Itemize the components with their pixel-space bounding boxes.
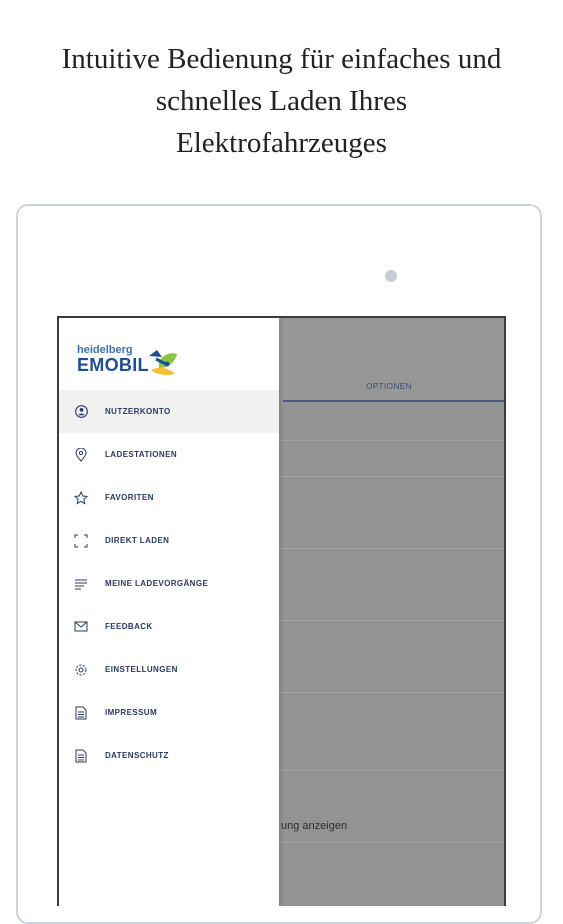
mail-icon <box>73 619 89 635</box>
headline-line-1: Intuitive Bedienung für einfaches und <box>61 43 502 75</box>
menu-label: IMPRESSUM <box>105 708 158 717</box>
menu-label: FAVORITEN <box>105 493 154 502</box>
tablet-camera <box>385 270 397 282</box>
headline-line-3: Elektrofahrzeuges <box>176 127 387 159</box>
menu-label: DATENSCHUTZ <box>105 751 169 760</box>
document-icon <box>73 705 89 721</box>
star-icon <box>73 490 89 506</box>
logo-text-big: EMOBIL <box>77 355 149 375</box>
menu-item-ladestationen[interactable] <box>59 433 279 476</box>
logo-plug-icon <box>145 344 181 378</box>
app-logo <box>77 344 149 374</box>
menu-item-feedback[interactable] <box>59 605 279 648</box>
headline-line-2: schnelles Laden Ihres <box>155 85 408 117</box>
navigation-drawer <box>59 318 279 906</box>
logo-text-small: heidelberg <box>77 344 133 356</box>
gear-icon <box>73 662 89 678</box>
menu-item-nutzerkonto[interactable] <box>59 390 279 433</box>
menu-item-direkt-laden[interactable] <box>59 519 279 562</box>
scan-frame-icon <box>73 533 89 549</box>
menu-item-favoriten[interactable] <box>59 476 279 519</box>
menu-label: DIREKT LADEN <box>105 536 170 545</box>
tablet-screen <box>57 316 506 906</box>
menu-item-meine-ladevorgaenge[interactable] <box>59 562 279 605</box>
menu-item-datenschutz[interactable] <box>59 734 279 777</box>
tab-optionen[interactable]: OPTIONEN <box>366 382 412 391</box>
headline <box>0 38 563 164</box>
menu-item-einstellungen[interactable] <box>59 648 279 691</box>
location-pin-icon <box>73 447 89 463</box>
list-icon <box>73 576 89 592</box>
menu-label: FEEDBACK <box>105 622 153 631</box>
drawer-menu <box>59 390 279 777</box>
menu-label: EINSTELLUNGEN <box>105 665 178 674</box>
menu-label: NUTZERKONTO <box>105 407 171 416</box>
tab-indicator <box>283 400 505 402</box>
menu-label: MEINE LADEVORGÄNGE <box>105 579 209 588</box>
user-icon <box>73 404 89 420</box>
menu-item-impressum[interactable] <box>59 691 279 734</box>
document-icon <box>73 748 89 764</box>
menu-label: LADESTATIONEN <box>105 450 178 459</box>
background-text: ung anzeigen <box>281 820 348 832</box>
